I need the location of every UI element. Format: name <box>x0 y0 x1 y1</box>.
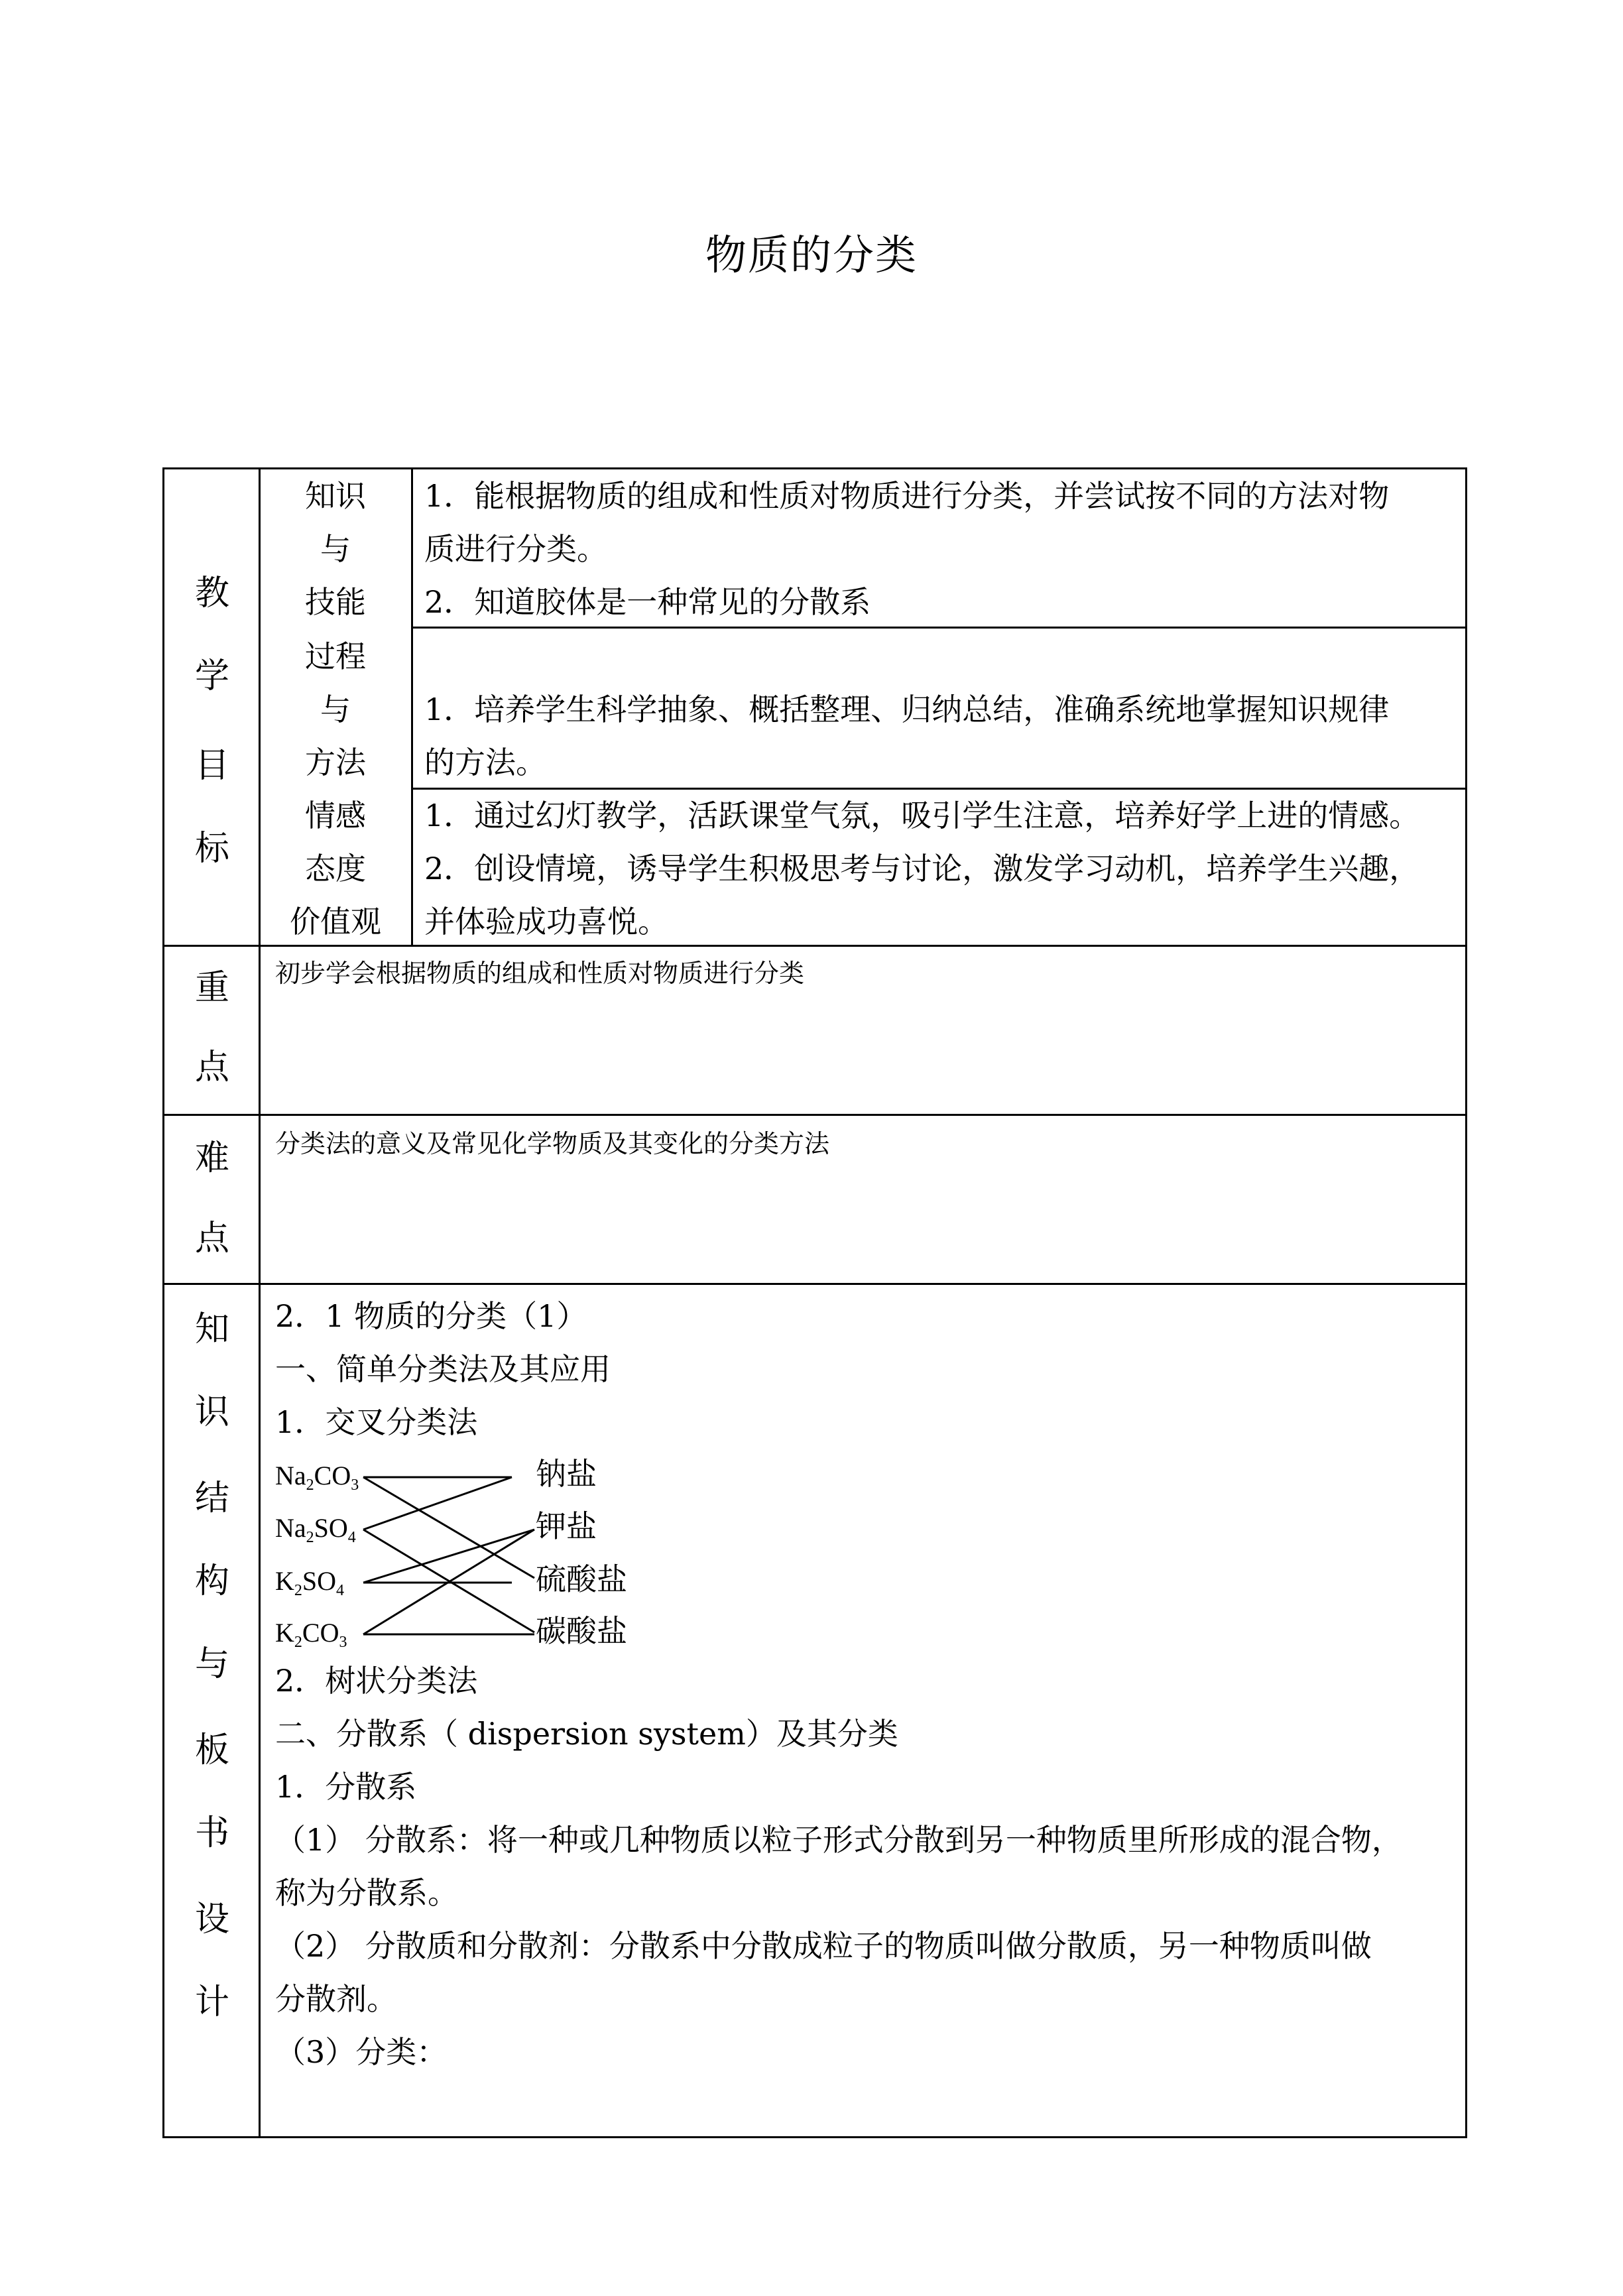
knowledge-label: 与 <box>320 531 351 567</box>
board-line: 分散剂。 <box>275 1981 397 2017</box>
process-content-line: 的方法。 <box>424 745 546 780</box>
process-content-line: 1．培养学生科学抽象、概括整理、归纳总结，准确系统地掌握知识规律 <box>424 692 1390 727</box>
salt-label: 硫酸盐 <box>536 1561 627 1597</box>
emotion-label: 价值观 <box>290 904 381 939</box>
compound-label: $K_2SO_4$ <box>275 1566 345 1599</box>
board-section-heading: 1．交叉分类法 <box>275 1404 478 1440</box>
board-line: 1．分散系 <box>275 1769 417 1805</box>
objectives-header-char: 标 <box>194 829 229 869</box>
difficulty-header-char: 点 <box>194 1219 229 1258</box>
keypoint-content: 初步学会根据物质的组成和性质对物质进行分类 <box>275 959 805 988</box>
board-line: 二、分散系（ dispersion system）及其分类 <box>275 1716 898 1752</box>
salt-label: 钠盐 <box>536 1456 597 1492</box>
knowledge-label: 技能 <box>305 584 366 620</box>
board-line: （3）分类： <box>275 2034 448 2070</box>
compound-label: $K_2CO_3$ <box>275 1618 347 1651</box>
board-line: （2） 分散质和分散剂：分散系中分散成粒子的物质叫做分散质，另一种物质叫做 <box>275 1928 1372 1964</box>
keypoint-header-char: 重 <box>194 968 229 1008</box>
board-header-char: 构 <box>194 1561 229 1601</box>
salt-label: 碳酸盐 <box>536 1613 627 1649</box>
board-header-char: 计 <box>194 1982 229 2022</box>
connector-line <box>363 1477 534 1578</box>
board-header-char: 书 <box>194 1813 229 1853</box>
board-header-char: 与 <box>194 1644 229 1684</box>
emotion-content-line: 1．通过幻灯教学，活跃课堂气氛，吸引学生注意，培养好学上进的情感。 <box>424 798 1420 833</box>
board-header-char: 板 <box>194 1730 229 1770</box>
emotion-content-line: 并体验成功喜悦。 <box>424 904 668 939</box>
keypoint-header-char: 点 <box>194 1048 229 1087</box>
board-line: 2．树状分类法 <box>275 1663 478 1699</box>
knowledge-content-line: 质进行分类。 <box>424 531 607 567</box>
board-section-heading: 一、简单分类法及其应用 <box>275 1351 611 1387</box>
knowledge-label: 知识 <box>305 478 366 514</box>
board-header-char: 识 <box>194 1392 229 1432</box>
board-line: （1） 分散系：将一种或几种物质以粒子形式分散到另一种物质里所形成的混合物， <box>275 1822 1402 1858</box>
salt-label: 钾盐 <box>536 1508 597 1544</box>
process-label: 过程 <box>305 638 366 674</box>
compound-label: $Na_2SO_4$ <box>275 1513 356 1546</box>
objectives-header-char: 目 <box>194 746 229 786</box>
difficulty-content: 分类法的意义及常见化学物质及其变化的分类方法 <box>275 1129 830 1158</box>
objectives-header-char: 学 <box>194 656 229 696</box>
difficulty-header-char: 难 <box>194 1138 229 1178</box>
board-header-char: 知 <box>194 1309 229 1349</box>
process-label: 方法 <box>305 745 366 780</box>
connector-line <box>363 1530 534 1583</box>
board-section-heading: 2．1 物质的分类（1） <box>275 1298 587 1334</box>
board-header-char: 结 <box>194 1479 229 1518</box>
compound-label: $Na_2CO_3$ <box>275 1461 359 1494</box>
page-title: 物质的分类 <box>705 231 918 279</box>
process-label: 与 <box>320 692 351 727</box>
board-line: 称为分散系。 <box>275 1875 458 1911</box>
objectives-header-char: 教 <box>194 574 229 613</box>
emotion-label: 态度 <box>305 851 366 886</box>
emotion-label: 情感 <box>305 798 366 833</box>
knowledge-content-line: 1．能根据物质的组成和性质对物质进行分类，并尝试按不同的方法对物 <box>424 478 1390 514</box>
knowledge-content-line: 2．知道胶体是一种常见的分散系 <box>424 584 871 620</box>
board-header-char: 设 <box>194 1900 229 1939</box>
emotion-content-line: 2．创设情境，诱导学生积极思考与讨论，激发学习动机，培养学生兴趣， <box>424 851 1420 886</box>
